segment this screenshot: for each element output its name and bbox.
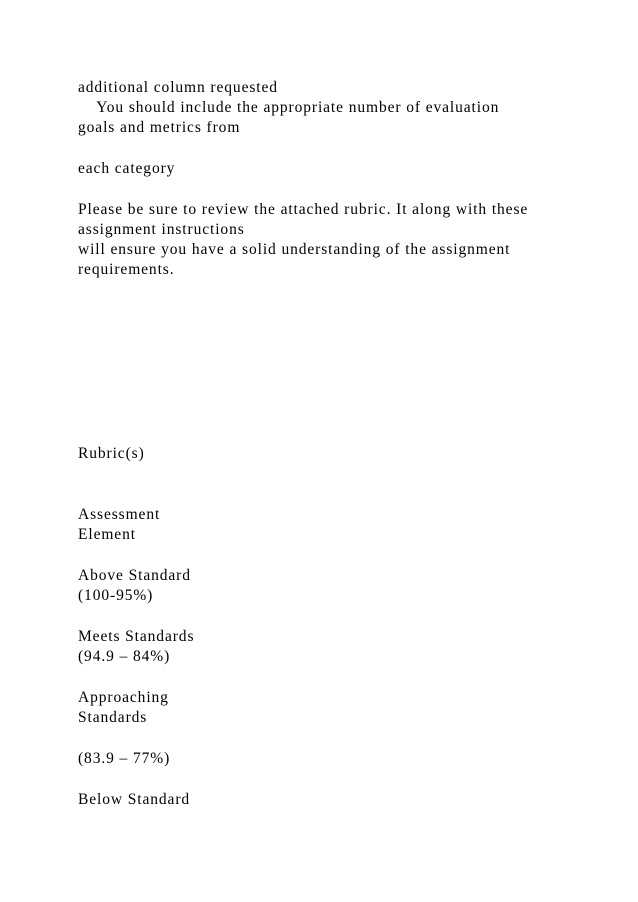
intro-line-goals-metrics: goals and metrics from (78, 119, 241, 136)
rubric-above-standard-label: Above Standard (78, 567, 191, 584)
rubric-approaching-label-line-1: Approaching (78, 689, 169, 706)
rubric-assessment-element-line-1: Assessment (78, 506, 161, 523)
rubric-assessment-element-line-2: Element (78, 526, 136, 543)
rubric-approaching-range: (83.9 – 77%) (78, 750, 171, 767)
intro-bullet-text: You should include the appropriate number of evaluation (92, 99, 500, 116)
rubric-meets-standards-range: (94.9 – 84%) (78, 648, 171, 665)
rubric-below-standard-label: Below Standard (78, 791, 191, 808)
rubric-meets-standards-label: Meets Standards (78, 628, 195, 645)
intro-line-each-category: each category (78, 160, 176, 177)
intro-line-additional-column: additional column requested (78, 79, 278, 96)
notice-line-solid-understanding: will ensure you have a solid understanding of the assignment (78, 241, 511, 258)
notice-line-assignment-instructions: assignment instructions (78, 221, 245, 238)
intro-bullet-line (78, 98, 499, 118)
rubric-above-standard-range: (100-95%) (78, 587, 154, 604)
notice-line-requirements: requirements. (78, 261, 175, 278)
notice-line-review-rubric: Please be sure to review the attached rubric. It along with these (78, 201, 529, 218)
rubric-approaching-label-line-2: Standards (78, 709, 148, 726)
rubric-heading: Rubric(s) (78, 445, 145, 462)
